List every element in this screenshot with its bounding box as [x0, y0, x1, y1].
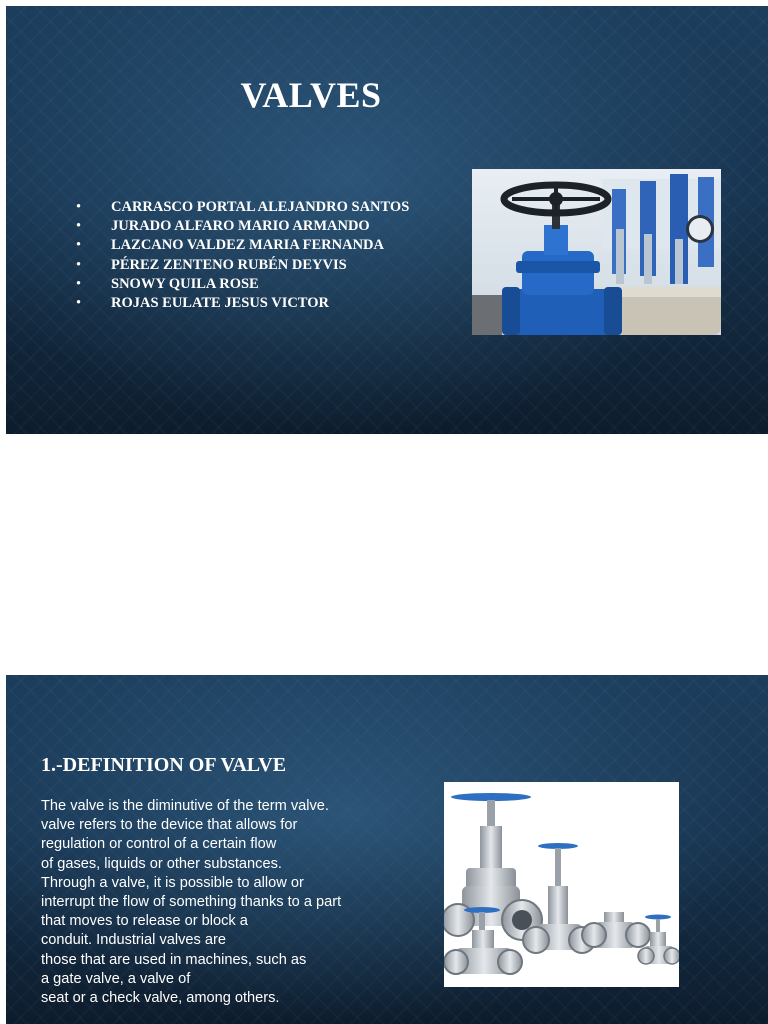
text-line: conduit. Industrial valves are [41, 932, 226, 949]
text-line: that moves to release or block a [41, 913, 248, 930]
text-line: The valve is the diminutive of the term valve. [41, 798, 329, 814]
author-name: JURADO ALFARO MARIO ARMANDO [111, 218, 370, 235]
definition-slide [6, 675, 768, 1024]
text-line: Through a valve, it is possible to allow or [41, 874, 304, 891]
text-line: valve refers to the device that allows for [41, 817, 298, 834]
author-item [76, 256, 409, 275]
text-line: regulation or control of a certain flow [41, 836, 277, 853]
industrial-valve-illustration [472, 169, 721, 335]
author-list [76, 198, 409, 313]
text-line: a gate valve, a valve of [41, 970, 191, 987]
gate-valves-illustration [444, 782, 679, 987]
text-line: seat or a check valve, among others. [41, 990, 280, 1007]
text-line: interrupt the flow of something thanks to a part [41, 894, 342, 911]
bullet: • [76, 275, 82, 292]
author-item [76, 236, 409, 255]
author-name: CARRASCO PORTAL ALEJANDRO SANTOS [111, 199, 410, 215]
author-name: SNOWY QUILA ROSE [111, 275, 259, 292]
bullet: • [76, 199, 82, 215]
author-name: LAZCANO VALDEZ MARIA FERNANDA [111, 237, 384, 254]
bullet: • [76, 295, 82, 312]
text-line: those that are used in machines, such as [41, 951, 307, 968]
author-name: PÉREZ ZENTENO RUBÉN DEYVIS [111, 256, 347, 273]
title-slide [6, 6, 768, 434]
text-line: of gases, liquids or other substances. [41, 855, 282, 872]
author-item [76, 294, 409, 313]
author-item [76, 275, 409, 294]
section-title: 1.-DEFINITION OF VALVE [41, 754, 287, 776]
bullet: • [76, 237, 82, 254]
author-item [76, 198, 409, 217]
author-name: ROJAS EULATE JESUS VICTOR [111, 295, 329, 312]
author-item [76, 217, 409, 236]
gate-valves-photo [444, 782, 679, 987]
industrial-valve-photo [472, 169, 721, 335]
bullet: • [76, 218, 82, 235]
bullet: • [76, 256, 82, 273]
slide-title: VALVES [240, 75, 382, 115]
definition-paragraph [41, 797, 401, 1008]
